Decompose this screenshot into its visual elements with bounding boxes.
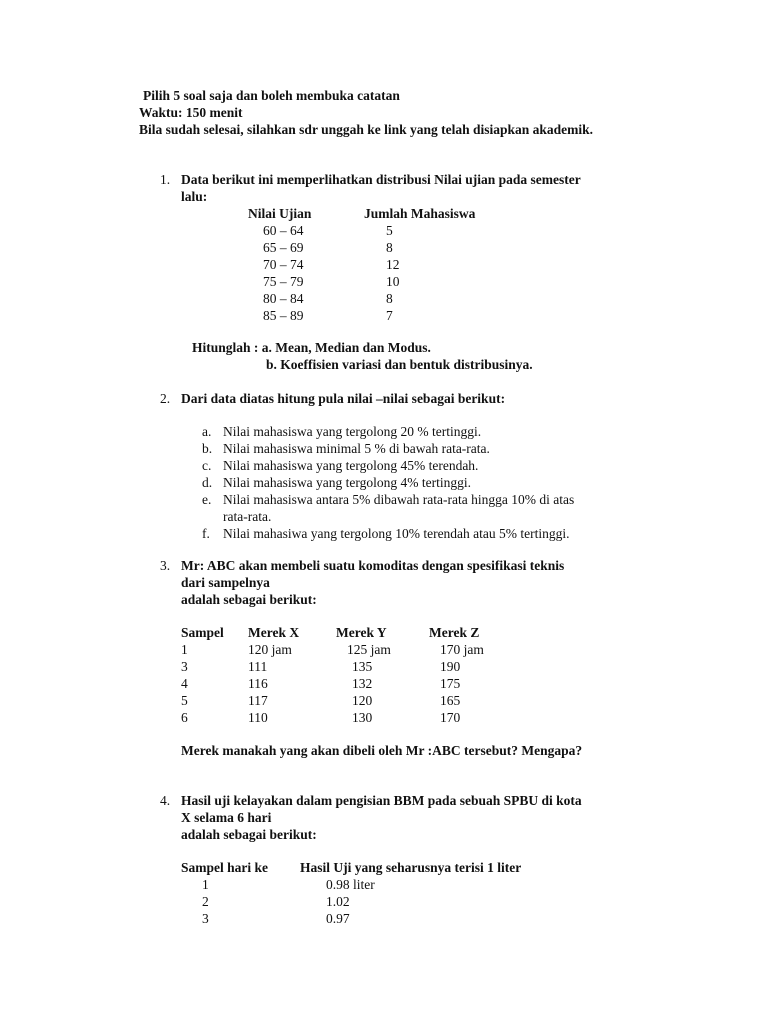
list-item: Nilai mahasiwa yang tergolong 10% terendah atau 5% tertinggi. [223,526,570,541]
question-text: Dari data diatas hitung pula nilai –nilai sebagai berikut: [181,391,506,406]
table-cell: 190 [440,659,461,674]
table-cell: 165 [440,693,461,708]
table-cell: 116 [248,676,268,691]
table-cell: 8 [386,240,393,255]
task-text: Hitunglah : a. Mean, Median dan Modus. [192,340,431,355]
table-cell: 117 [248,693,268,708]
question-text: lalu: [181,189,208,204]
list-item: Nilai mahasiswa yang tergolong 20 % tertinggi. [223,424,482,439]
table-cell: 0.98 liter [326,877,375,892]
table-cell: 1 [181,642,188,657]
table-cell: 85 – 89 [263,308,304,323]
table-cell: 4 [181,676,188,691]
list-item: Nilai mahasiswa yang tergolong 4% tertinggi. [223,475,471,490]
table-cell: 3 [202,911,209,926]
table-cell: 8 [386,291,393,306]
question-text: Hasil uji kelayakan dalam pengisian BBM pada sebuah SPBU di kota [181,793,582,808]
list-item: Nilai mahasiswa minimal 5 % di bawah rata-rata. [223,441,490,456]
list-item-letter: d. [202,475,213,490]
table-cell: 111 [248,659,268,674]
list-item-letter: b. [202,441,213,456]
table-header: Merek Y [336,625,387,640]
table-cell: 70 – 74 [263,257,304,272]
table-cell: 7 [386,308,393,323]
table-cell: 10 [386,274,400,289]
table-cell: 2 [202,894,209,909]
question-text: X selama 6 hari [181,810,272,825]
table-header: Jumlah Mahasiswa [364,206,476,221]
table-cell: 3 [181,659,188,674]
question-text: Mr: ABC akan membeli suatu komoditas dengan spesifikasi teknis [181,558,565,573]
table-header: Sampel hari ke [181,860,269,875]
list-item-letter: a. [202,424,212,439]
list-item-letter: c. [202,458,212,473]
question-number: 1. [160,172,171,187]
list-item: Nilai mahasiswa antara 5% dibawah rata-rata hingga 10% di atas [223,492,575,507]
list-item-letter: f. [202,526,210,541]
question-text: Merek manakah yang akan dibeli oleh Mr :ABC tersebut? Mengapa? [181,743,583,758]
table-cell: 1.02 [326,894,350,909]
table-cell: 12 [386,257,400,272]
table-cell: 125 jam [347,642,391,657]
question-text: adalah sebagai berikut: [181,592,317,607]
table-cell: 5 [386,223,393,238]
list-item-letter: e. [202,492,212,507]
question-text: dari sampelnya [181,575,270,590]
table-header: Hasil Uji yang seharusnya terisi 1 liter [300,860,522,875]
instruction-line: Pilih 5 soal saja dan boleh membuka catatan [143,88,400,103]
table-header: Merek Z [429,625,480,640]
table-cell: 170 jam [440,642,484,657]
table-header: Sampel [181,625,224,640]
table-cell: 130 [352,710,373,725]
table-cell: 175 [440,676,461,691]
table-cell: 0.97 [326,911,350,926]
question-number: 2. [160,391,171,406]
table-cell: 110 [248,710,268,725]
table-cell: 132 [352,676,373,691]
table-header: Merek X [248,625,300,640]
table-cell: 5 [181,693,188,708]
table-cell: 120 jam [248,642,292,657]
table-cell: 65 – 69 [263,240,304,255]
list-item: Nilai mahasiswa yang tergolong 45% terendah. [223,458,479,473]
question-text: Data berikut ini memperlihatkan distribusi Nilai ujian pada semester [181,172,581,187]
list-item: rata-rata. [223,509,272,524]
table-cell: 6 [181,710,188,725]
table-cell: 75 – 79 [263,274,304,289]
time-limit: Waktu: 150 menit [139,105,243,120]
table-cell: 120 [352,693,373,708]
question-number: 3. [160,558,171,573]
question-text: adalah sebagai berikut: [181,827,317,842]
table-cell: 80 – 84 [263,291,304,306]
table-cell: 170 [440,710,461,725]
task-text: b. Koeffisien variasi dan bentuk distribusinya. [266,357,533,372]
submission-note: Bila sudah selesai, silahkan sdr unggah ke link yang telah disiapkan akademik. [139,122,594,137]
question-number: 4. [160,793,171,808]
table-header: Nilai Ujian [248,206,312,221]
table-cell: 135 [352,659,373,674]
table-cell: 1 [202,877,209,892]
table-cell: 60 – 64 [263,223,304,238]
